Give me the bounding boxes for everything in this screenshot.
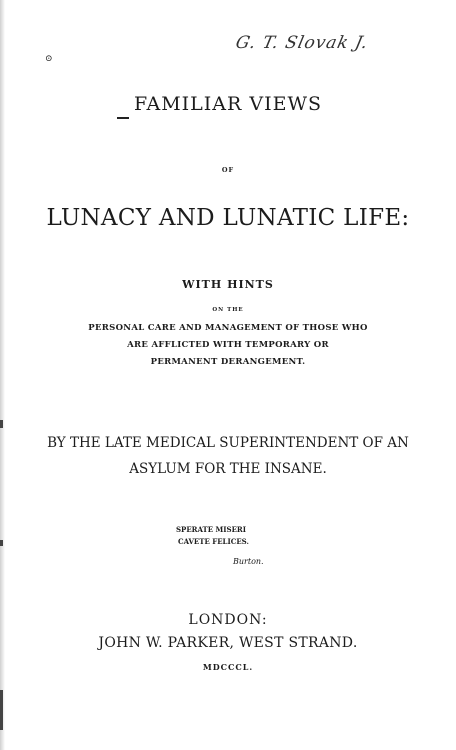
imprint-city: LONDON: [188, 612, 268, 628]
binding-mark [0, 420, 3, 428]
description-line: PERMANENT DERANGEMENT. [150, 357, 306, 367]
pencil-underline [117, 117, 129, 119]
author-line: ASYLUM FOR THE INSANE. [129, 461, 327, 477]
imprint-publisher: JOHN W. PARKER, WEST STRAND. [98, 635, 358, 651]
book-subject: LUNACY AND LUNATIC LIFE: [46, 205, 410, 231]
epigraph-line: SPERATE MISERI [176, 525, 247, 534]
binding-mark [0, 540, 3, 546]
subtitle-description [0, 320, 456, 371]
title-connector: OF [221, 166, 235, 174]
epigraph-attribution: Burton. [233, 557, 264, 566]
imprint-year: MDCCCL. [202, 662, 254, 672]
handwritten-signature: G. T. Slovak J. [233, 33, 371, 53]
subtitle-connector: ON THE [212, 307, 244, 313]
author-statement [0, 430, 456, 482]
description-line: PERSONAL CARE AND MANAGEMENT OF THOSE WHO [88, 323, 368, 333]
description-line: ARE AFFLICTED WITH TEMPORARY OR [127, 340, 329, 350]
epigraph [176, 524, 249, 548]
author-line: BY THE LATE MEDICAL SUPERINTENDENT OF AN [47, 435, 409, 451]
epigraph-line: CAVETE FELICES. [178, 537, 249, 546]
shelf-mark: ⊙ [45, 54, 53, 64]
book-title: FAMILIAR VIEWS [133, 93, 323, 115]
binding-mark [0, 690, 3, 730]
subtitle-hints: WITH HINTS [182, 278, 274, 291]
